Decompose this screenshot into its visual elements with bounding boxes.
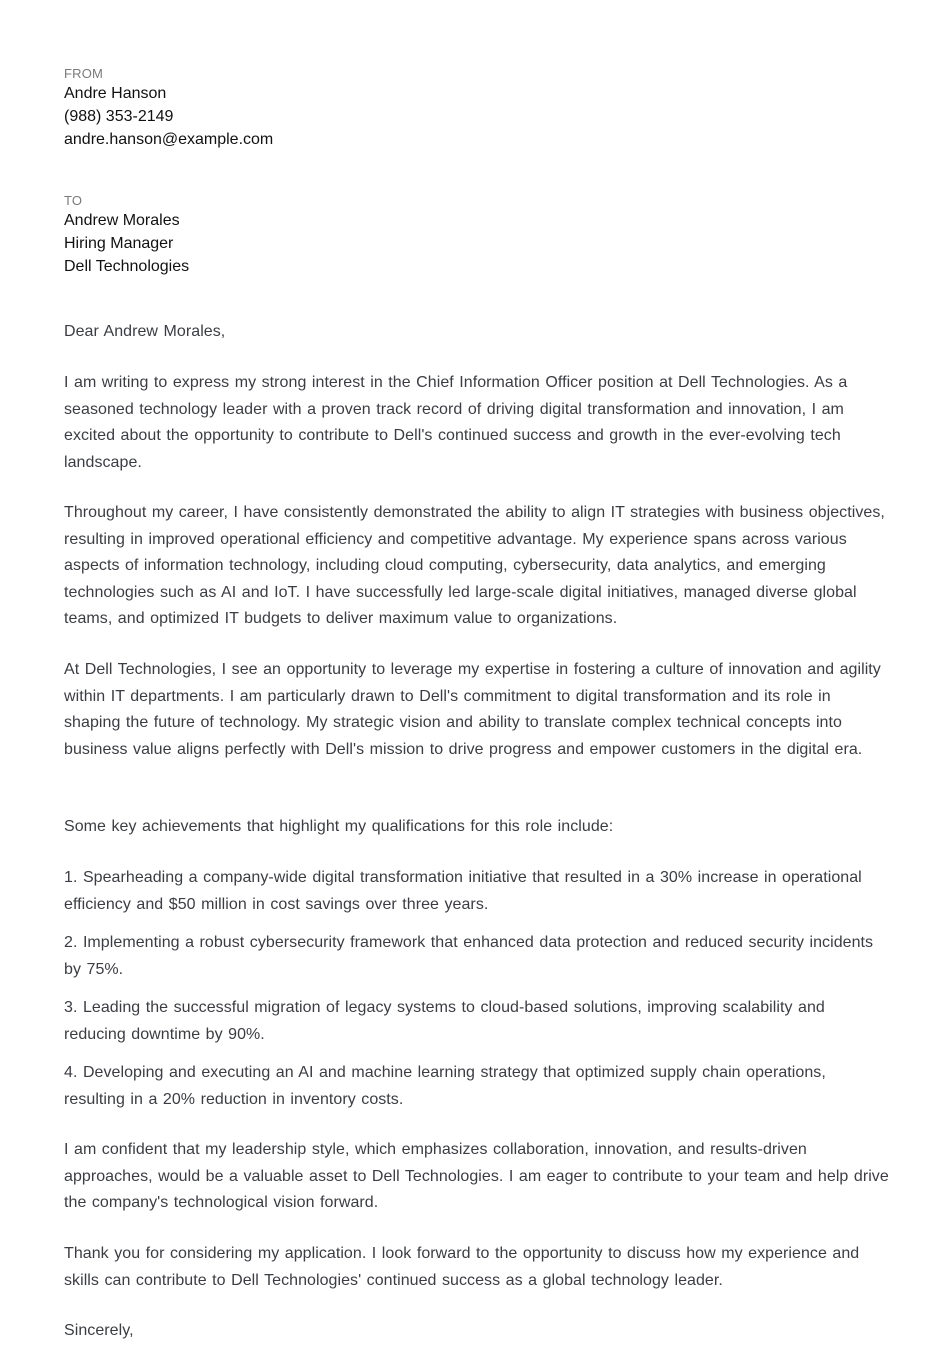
achievement-item-3: 3. Leading the successful migration of legacy systems to cloud-based solutions, improving scalability and reducing downtime by 90%. <box>64 999 825 1043</box>
body-paragraph-1: I am writing to express my strong interest in the Chief Information Officer position at Dell Technologies. As a seasoned technology leader with a proven track record of driving digital transformation and innovation, I am excited about the opportunity to contribute to Dell's continued success and growth in the ever-evolving tech landscape. <box>64 374 848 471</box>
achievement-item-4: 4. Developing and executing an AI and machine learning strategy that optimized supply chain operations, resulting in a 20% reduction in inventory costs. <box>64 1064 826 1108</box>
sender-phone: (988) 353-2149 <box>64 108 174 125</box>
salutation: Dear Andrew Morales, <box>64 323 226 340</box>
to-label: TO <box>64 193 83 208</box>
closing-paragraph-2: Thank you for considering my application. I look forward to the opportunity to discuss how my experience and skills can contribute to Dell Technologies' continued success as a global technology leader. <box>64 1245 860 1289</box>
achievement-item-1: 1. Spearheading a company-wide digital transformation initiative that resulted in a 30% increase in operational efficiency and $50 million in cost savings over three years. <box>64 869 862 913</box>
signoff: Sincerely, <box>64 1322 134 1339</box>
sender-email: andre.hanson@example.com <box>64 131 274 148</box>
recipient-company: Dell Technologies <box>64 258 190 275</box>
achievement-item-2: 2. Implementing a robust cybersecurity framework that enhanced data protection and reduced security incidents by 75%. <box>64 934 874 978</box>
from-label: FROM <box>64 66 104 81</box>
body-paragraph-2: Throughout my career, I have consistently demonstrated the ability to align IT strategies with business objectives, resulting in improved operational efficiency and competitive advantage. My experience spans across various aspects of information technology, including cloud computing, cybersecurity, data analytics, and emerging technologies such as AI and IoT. I have successfully led large-scale digital initiatives, managed diverse global teams, and optimized IT budgets to deliver maximum value to organizations. <box>64 504 885 628</box>
recipient-name: Andrew Morales <box>64 212 180 229</box>
recipient-title: Hiring Manager <box>64 235 174 252</box>
body-paragraph-3: At Dell Technologies, I see an opportunity to leverage my expertise in fostering a culture of innovation and agility within IT departments. I am particularly drawn to Dell's commitment to digital transformation and its role in shaping the future of technology. My strategic vision and ability to translate complex technical concepts into business value aligns perfectly with Dell's mission to drive progress and empower customers in the digital era. <box>64 661 881 758</box>
sender-name: Andre Hanson <box>64 85 167 102</box>
closing-paragraph-1: I am confident that my leadership style, which emphasizes collaboration, innovation, and results-driven approaches, would be a valuable asset to Dell Technologies. I am eager to contribute to your team and help drive the company's technological vision forward. <box>64 1141 889 1212</box>
achievements-intro: Some key achievements that highlight my qualifications for this role include: <box>64 818 614 835</box>
